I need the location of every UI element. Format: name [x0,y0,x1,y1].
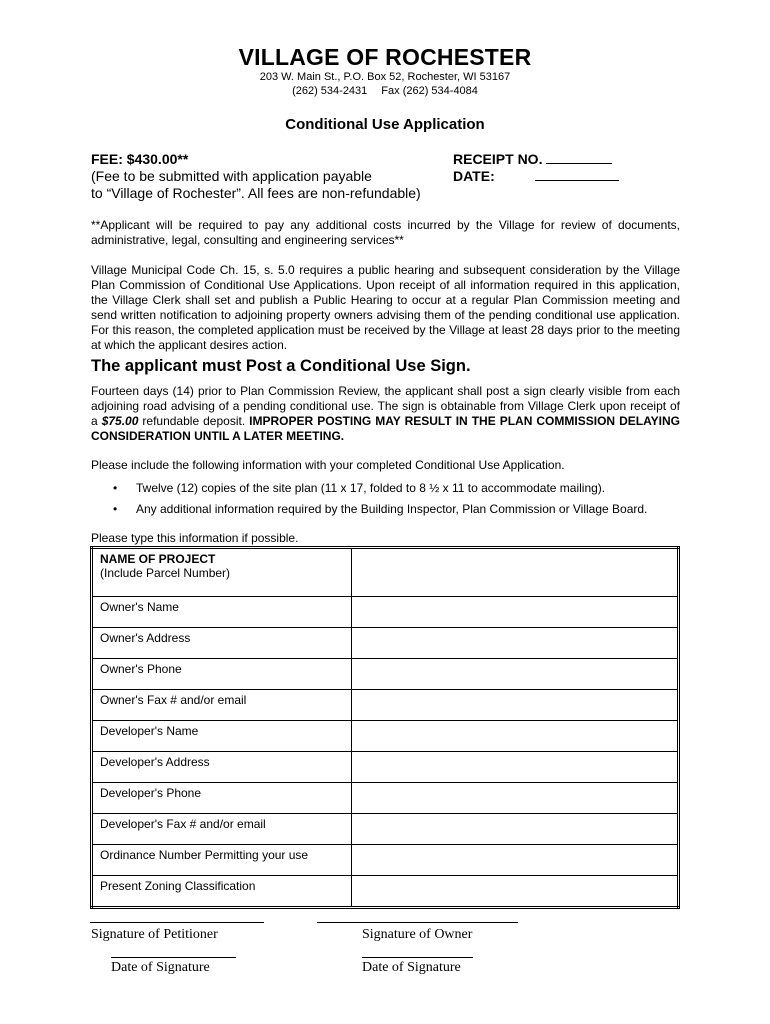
owner-signature-line[interactable] [317,922,518,923]
field-label: Ordinance Number Permitting your use [92,845,352,876]
village-phone: (262) 534-2431 [292,85,368,97]
owner-address-input[interactable] [352,628,679,659]
table-row [92,845,679,876]
table-row [92,628,679,659]
petitioner-date-line[interactable] [111,957,236,958]
fee-note-line1: (Fee to be submitted with application payable [91,168,372,184]
field-label: Developer's Name [92,721,352,752]
field-label: Owner's Fax # and/or email [92,690,352,721]
application-form-table [90,546,680,909]
posting-warning: IMPROPER POSTING MAY RESULT IN THE PLAN COMMISSION DELAYING CONSIDERATION UNTIL A LATER MEETING. [91,414,680,443]
page-title: VILLAGE OF ROCHESTER [238,44,532,70]
field-label: Owner's Phone [92,659,352,690]
table-row [92,783,679,814]
petitioner-date-label: Date of Signature [111,960,210,975]
table-row [92,814,679,845]
petitioner-signature-label: Signature of Petitioner [91,927,218,942]
fee-note-line2: to “Village of Rochester”. All fees are non-refundable) [91,185,421,201]
owner-phone-input[interactable] [352,659,679,690]
project-name-label-cell [92,548,352,597]
project-name-label: NAME OF PROJECT [100,552,216,566]
developer-address-input[interactable] [352,752,679,783]
municipal-code-paragraph: Village Municipal Code Ch. 15, s. 5.0 requires a public hearing and subsequent consideration by the Village Plan Commission of Conditional Use Applications. Upon receipt of all information required in this application, the Village Clerk shall set and publish a Public Hearing to occur at a regular Plan Commission meeting and send written notification to adjoining property owners advising them of the pending conditional use application. For this reason, the completed application must be received by the Village at least 28 days prior to the meeting at which the applicant desires action. [91,263,680,352]
table-row [92,721,679,752]
sign-text-deposit: refundable deposit. [138,414,250,428]
project-name-input[interactable] [352,548,679,597]
requirement-item: Twelve (12) copies of the site plan (11 x 17, folded to 8 ½ x 11 to accommodate mailing). [136,481,606,495]
deposit-amount: $75.00 [101,414,139,428]
owner-name-input[interactable] [352,597,679,628]
sign-paragraph [91,384,680,444]
field-label: Developer's Address [92,752,352,783]
village-contact [0,85,770,97]
date-blank[interactable] [535,168,619,181]
field-label: Present Zoning Classification [92,876,352,908]
owner-fax-email-input[interactable] [352,690,679,721]
developer-fax-email-input[interactable] [352,814,679,845]
owner-date-line[interactable] [362,957,473,958]
village-address: 203 W. Main St., P.O. Box 52, Rochester, WI 53167 [259,71,511,83]
field-label: Owner's Address [92,628,352,659]
receipt-number [453,151,612,167]
table-row [92,690,679,721]
zoning-classification-input[interactable] [352,876,679,908]
sign-heading: The applicant must Post a Conditional Use Sign. [91,357,471,375]
table-row [92,548,679,597]
applicant-costs-note: **Applicant will be required to pay any additional costs incurred by the Village for review of documents, administrative, legal, consulting and engineering services** [91,218,680,247]
owner-date-label: Date of Signature [362,960,461,975]
table-row [92,597,679,628]
ordinance-number-input[interactable] [352,845,679,876]
include-intro: Please include the following information with your completed Conditional Use Application. [91,458,565,472]
project-name-sublabel: (Include Parcel Number) [100,566,231,580]
sign-text: Fourteen days (14) prior to Plan Commission Review, the applicant shall post a sign clearly visible from each adjoining road advising of a pending conditional use. The sign is obtainable from Village Clerk upon receipt of a [91,384,680,428]
petitioner-signature-line[interactable] [90,922,264,923]
owner-signature-label: Signature of Owner [362,927,473,942]
receipt-label: RECEIPT NO. [453,151,543,167]
table-row [92,659,679,690]
field-label: Owner's Name [92,597,352,628]
bullet-icon: • [113,481,118,495]
field-label: Developer's Phone [92,783,352,814]
type-note: Please type this information if possible. [91,531,299,545]
requirement-item: Any additional information required by the Building Inspector, Plan Commission or Village Board. [136,502,648,516]
table-row [92,876,679,908]
fee-amount: FEE: $430.00** [91,151,189,167]
receipt-number-blank[interactable] [546,151,612,164]
developer-phone-input[interactable] [352,783,679,814]
receipt-date [453,168,619,184]
bullet-icon: • [113,502,118,516]
village-fax: Fax (262) 534-4084 [381,85,478,97]
field-label: Developer's Fax # and/or email [92,814,352,845]
table-row [92,752,679,783]
form-title: Conditional Use Application [285,116,485,133]
developer-name-input[interactable] [352,721,679,752]
date-label: DATE: [453,168,495,184]
